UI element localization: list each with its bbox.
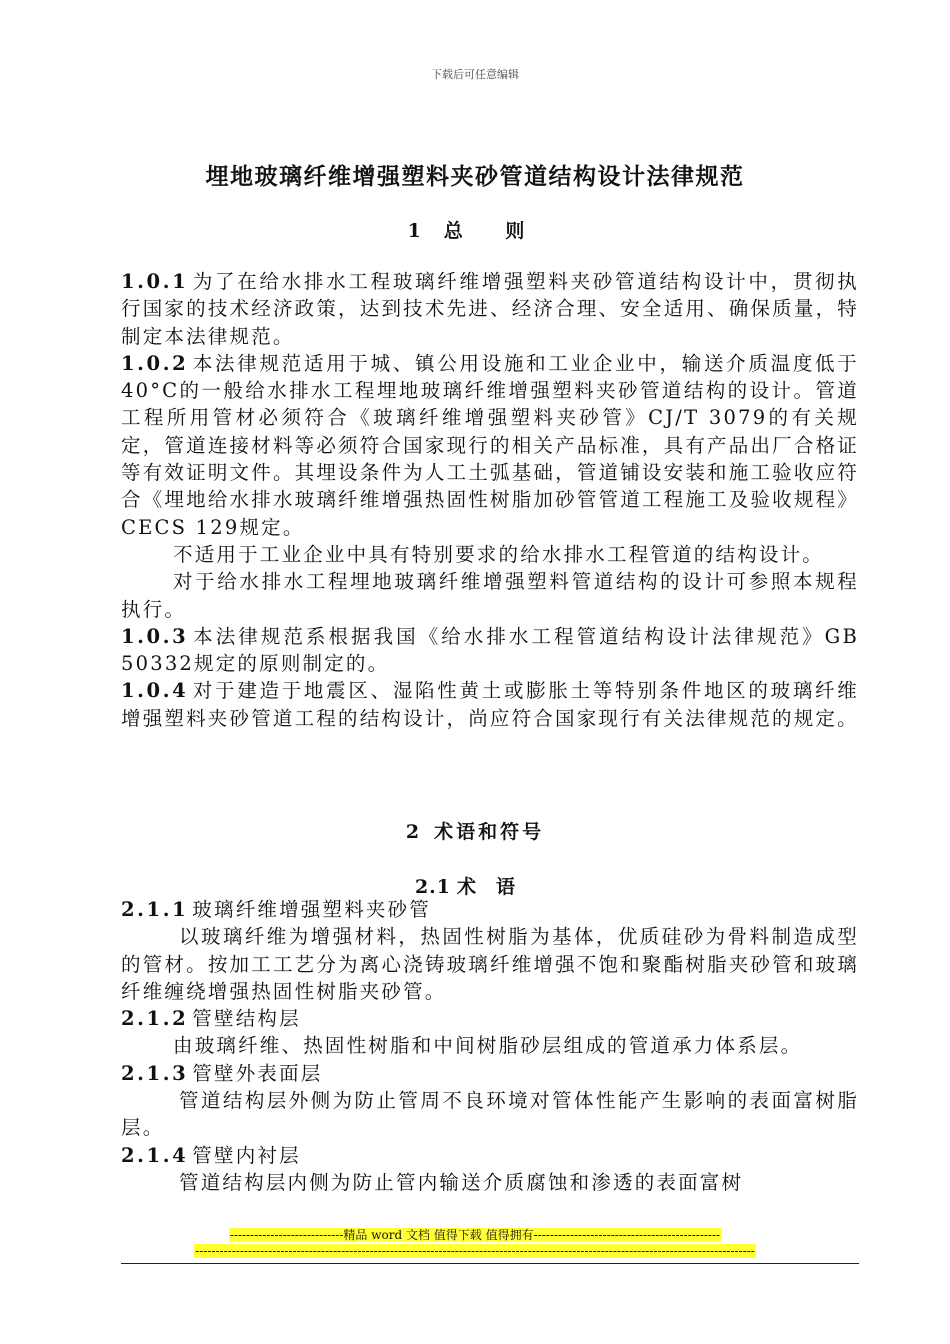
clause-1-0-4: [121, 677, 859, 732]
clause-text: 本法律规范适用于城、镇公用设施和工业企业中，输送介质温度低于40°C的一般给水排水工程埋地玻璃纤维增强塑料夹砂管道结构的设计。管道工程所用管材必须符合《玻璃纤维增强塑料夹砂管》CJ/T 3079的有关规定，管道连接材料等必须符合国家现行的相关产品标准，具有产品出厂合格证等有效证明文件。其埋设条件为人工土弧基础，管道铺设安装和施工验收应符合《埋地给水排水玻璃纤维增强热固性树脂加砂管管道工程施工及验收规程》CECS 129规定。: [121, 351, 859, 539]
clause-1-0-2-paragraph-3: 对于给水排水工程埋地玻璃纤维增强塑料管道结构的设计可参照本规程执行。: [121, 570, 859, 621]
clause-1-0-2-paragraph-2: 不适用于工业企业中具有特别要求的给水排水工程管道的结构设计。: [173, 542, 825, 566]
section-2-1-number: 2.1: [414, 876, 452, 898]
term-name: 管壁结构层: [192, 1007, 301, 1031]
clause-text: 为了在给水排水工程玻璃纤维增强塑料夹砂管道结构设计中，贯彻执行国家的技术经济政策，达到技术先进、经济合理、安全适用、确保质量，特制定本法律规范。: [121, 270, 859, 348]
footer-banner-line-2: [0, 1244, 950, 1258]
footer-rule: [121, 1263, 859, 1264]
term-name: 管壁内衬层: [192, 1143, 301, 1167]
chapter-1-heading: [0, 216, 950, 243]
document-title: 埋地玻璃纤维增强塑料夹砂管道结构设计法律规范: [205, 163, 745, 190]
clause-number: 1.0.2: [121, 351, 189, 375]
term-2-1-3: [121, 1060, 859, 1087]
term-number: 2.1.4: [121, 1143, 189, 1167]
chapter-1-number: 1: [407, 220, 422, 242]
term-2-1-1-definition: 以玻璃纤维为增强材料，热固性树脂为基体，优质硅砂为骨料制造成型的管材。按加工工艺分为离心浇铸玻璃纤维增强不饱和聚酯树脂夹砂管和玻璃纤维缠绕增强热固性树脂夹砂管。: [121, 925, 859, 1003]
chapter-2-heading: [0, 817, 950, 844]
term-2-1-4-definition: 管道结构层内侧为防止管内输送介质腐蚀和渗透的表面富树: [179, 1170, 744, 1194]
term-2-1-4: [121, 1142, 859, 1169]
clause-1-0-3: [121, 623, 859, 678]
clause-1-0-1: [121, 268, 859, 350]
chapter-2-number: 2: [405, 821, 421, 843]
clause-number: 1.0.1: [121, 270, 189, 293]
term-number: 2.1.2: [121, 1007, 189, 1031]
footer-banner-text: ----------------------------精品 word 文档 值得下载 值得拥有----------------------------------------------: [229, 1228, 721, 1242]
header-note: 下载后可任意编辑: [431, 68, 519, 81]
term-number: 2.1.3: [121, 1061, 189, 1085]
term-2-1-2-definition: 由玻璃纤维、热固性树脂和中间树脂砂层组成的管道承力体系层。: [173, 1034, 803, 1058]
term-2-1-2: [121, 1005, 859, 1032]
term-name: 玻璃纤维增强塑料夹砂管: [192, 898, 431, 921]
term-number: 2.1.1: [121, 898, 189, 921]
clause-number: 1.0.4: [121, 679, 189, 703]
clause-text: 本法律规范系根据我国《给水排水工程管道结构设计法律规范》GB 50332规定的原则制定的。: [121, 624, 859, 676]
clause-text: 对于建造于地震区、湿陷性黄土或膨胀土等特别条件地区的玻璃纤维增强塑料夹砂管道工程的结构设计，尚应符合国家现行有关法律规范的规定。: [121, 679, 859, 730]
footer-banner-dashes: ------------------------------------------------------------------------------------------------------------------------------------------: [195, 1244, 755, 1258]
chapter-1-body: [121, 268, 859, 732]
section-2-1-title: 术语: [457, 876, 536, 898]
term-2-1-3-definition: 管道结构层外侧为防止管周不良环境对管体性能产生影响的表面富树脂层。: [121, 1089, 859, 1140]
terms-list: [121, 896, 859, 1196]
chapter-1-title: 总 则: [443, 220, 543, 242]
clause-1-0-2: [121, 350, 859, 541]
section-2-1-heading: [0, 872, 950, 899]
clause-number: 1.0.3: [121, 624, 189, 648]
term-name: 管壁外表面层: [192, 1061, 323, 1085]
footer-banner-line-1: [0, 1228, 950, 1242]
chapter-2-title: 术语和符号: [434, 821, 545, 843]
term-2-1-1: [121, 896, 859, 923]
